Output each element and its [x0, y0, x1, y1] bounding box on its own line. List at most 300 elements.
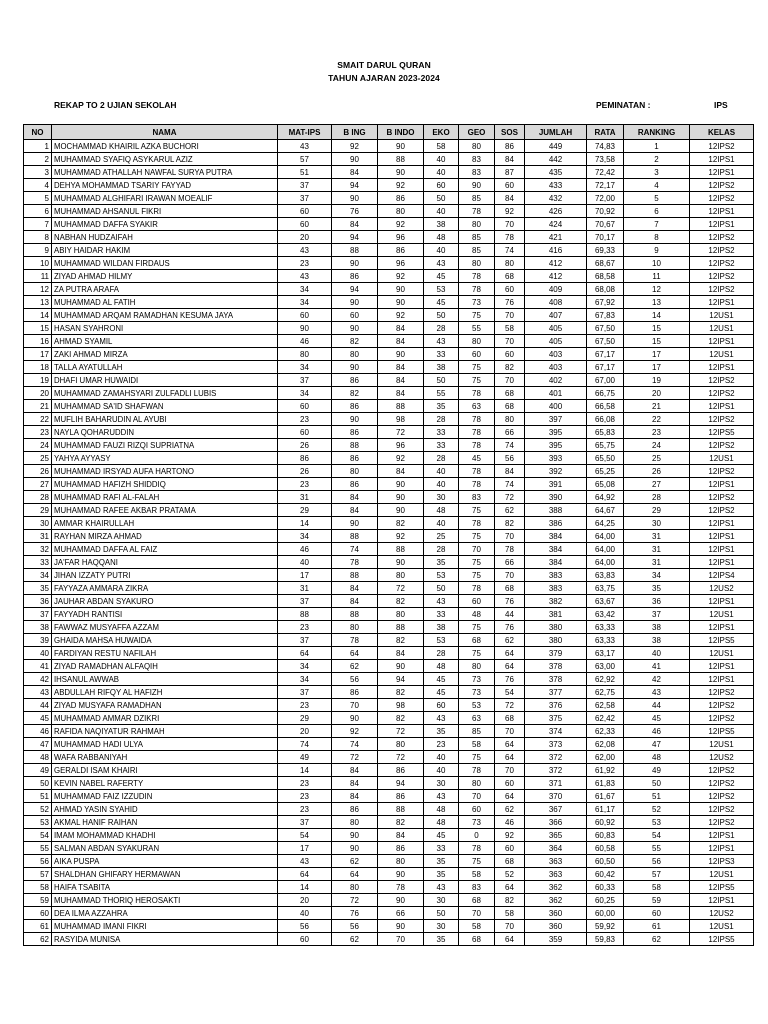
- eko-cell: 60: [424, 179, 459, 192]
- no-cell: 45: [24, 712, 52, 725]
- jumlah-cell: 393: [525, 452, 587, 465]
- rata-cell: 67,00: [587, 374, 624, 387]
- no-cell: 22: [24, 413, 52, 426]
- eko-cell: 58: [424, 140, 459, 153]
- eko-cell: 33: [424, 348, 459, 361]
- geo-cell: 78: [459, 413, 495, 426]
- kelas-cell: 12IPS1: [690, 517, 754, 530]
- rata-cell: 61,92: [587, 764, 624, 777]
- ranking-cell: 19: [624, 374, 690, 387]
- nama-cell: FAYYAZA AMMARA ZIKRA: [52, 582, 278, 595]
- ranking-cell: 58: [624, 881, 690, 894]
- b-indo-cell: 94: [378, 777, 424, 790]
- mat-ips-cell: 40: [278, 556, 332, 569]
- b-ing-cell: 86: [332, 803, 378, 816]
- no-cell: 49: [24, 764, 52, 777]
- kelas-cell: 12IPS1: [690, 335, 754, 348]
- sos-cell: 64: [495, 881, 525, 894]
- b-indo-cell: 90: [378, 660, 424, 673]
- ranking-cell: 56: [624, 855, 690, 868]
- b-ing-cell: 82: [332, 335, 378, 348]
- school-title: SMAIT DARUL QURAN: [337, 60, 431, 70]
- nama-cell: ZIYAD RAMADHAN ALFAQIH: [52, 660, 278, 673]
- no-cell: 16: [24, 335, 52, 348]
- ranking-cell: 3: [624, 166, 690, 179]
- eko-cell: 35: [424, 933, 459, 946]
- b-ing-cell: 86: [332, 374, 378, 387]
- jumlah-cell: 375: [525, 712, 587, 725]
- b-ing-cell: 84: [332, 790, 378, 803]
- ranking-cell: 36: [624, 595, 690, 608]
- b-ing-cell: 80: [332, 816, 378, 829]
- b-ing-cell: 90: [332, 413, 378, 426]
- no-cell: 59: [24, 894, 52, 907]
- nama-cell: GHAIDA MAHSA HUWAIDA: [52, 634, 278, 647]
- kelas-cell: 12IPS1: [690, 556, 754, 569]
- b-indo-cell: 82: [378, 517, 424, 530]
- geo-cell: 80: [459, 218, 495, 231]
- table-row: [24, 582, 754, 595]
- b-ing-cell: 94: [332, 179, 378, 192]
- no-cell: 23: [24, 426, 52, 439]
- table-row: [24, 933, 754, 946]
- table-row: [24, 634, 754, 647]
- rata-cell: 63,75: [587, 582, 624, 595]
- b-ing-cell: 92: [332, 725, 378, 738]
- eko-cell: 40: [424, 205, 459, 218]
- nama-cell: AHMAD SYAMIL: [52, 335, 278, 348]
- geo-cell: 75: [459, 504, 495, 517]
- kelas-cell: 12IPS2: [690, 491, 754, 504]
- nama-cell: ZIYAD AHMAD HILMY: [52, 270, 278, 283]
- jumlah-cell: 416: [525, 244, 587, 257]
- b-ing-cell: 62: [332, 660, 378, 673]
- sos-cell: 56: [495, 452, 525, 465]
- geo-cell: 85: [459, 725, 495, 738]
- eko-cell: 43: [424, 881, 459, 894]
- b-ing-cell: 90: [332, 829, 378, 842]
- mat-ips-cell: 43: [278, 140, 332, 153]
- rata-cell: 60,33: [587, 881, 624, 894]
- eko-cell: 35: [424, 725, 459, 738]
- ranking-cell: 61: [624, 920, 690, 933]
- kelas-cell: 12IPS2: [690, 179, 754, 192]
- geo-cell: 73: [459, 673, 495, 686]
- eko-cell: 48: [424, 504, 459, 517]
- b-indo-cell: 86: [378, 842, 424, 855]
- nama-cell: JIHAN IZZATY PUTRI: [52, 569, 278, 582]
- geo-cell: 85: [459, 192, 495, 205]
- b-indo-cell: 90: [378, 140, 424, 153]
- b-indo-cell: 84: [378, 361, 424, 374]
- geo-cell: 75: [459, 374, 495, 387]
- eko-cell: 43: [424, 790, 459, 803]
- rata-cell: 72,42: [587, 166, 624, 179]
- table-row: [24, 764, 754, 777]
- jumlah-cell: 405: [525, 322, 587, 335]
- no-cell: 8: [24, 231, 52, 244]
- rata-cell: 65,75: [587, 439, 624, 452]
- sos-cell: 76: [495, 621, 525, 634]
- nama-cell: ZAKI AHMAD MIRZA: [52, 348, 278, 361]
- mat-ips-cell: 20: [278, 725, 332, 738]
- rata-cell: 60,92: [587, 816, 624, 829]
- jumlah-cell: 384: [525, 556, 587, 569]
- nama-cell: WAFA RABBANIYAH: [52, 751, 278, 764]
- academic-year: TAHUN AJARAN 2023-2024: [328, 73, 440, 83]
- kelas-cell: 12IPS5: [690, 933, 754, 946]
- rata-cell: 67,50: [587, 322, 624, 335]
- ranking-cell: 55: [624, 842, 690, 855]
- b-indo-cell: 88: [378, 153, 424, 166]
- jumlah-cell: 381: [525, 608, 587, 621]
- nama-cell: ABIY HAIDAR HAKIM: [52, 244, 278, 257]
- kelas-cell: 12IPS4: [690, 569, 754, 582]
- kelas-cell: 12US1: [690, 608, 754, 621]
- b-ing-cell: 90: [332, 257, 378, 270]
- eko-cell: 45: [424, 686, 459, 699]
- eko-cell: 50: [424, 907, 459, 920]
- kelas-cell: 12IPS2: [690, 699, 754, 712]
- eko-cell: 23: [424, 738, 459, 751]
- rata-cell: 66,08: [587, 413, 624, 426]
- mat-ips-cell: 43: [278, 244, 332, 257]
- kelas-cell: 12US1: [690, 920, 754, 933]
- eko-cell: 28: [424, 647, 459, 660]
- mat-ips-cell: 20: [278, 231, 332, 244]
- b-indo-cell: 72: [378, 751, 424, 764]
- nama-cell: MUHAMMAD ARQAM RAMADHAN KESUMA JAYA: [52, 309, 278, 322]
- table-row: [24, 842, 754, 855]
- kelas-cell: 12IPS1: [690, 894, 754, 907]
- nama-cell: YAHYA AYYASY: [52, 452, 278, 465]
- table-row: [24, 855, 754, 868]
- b-indo-cell: 92: [378, 179, 424, 192]
- no-cell: 34: [24, 569, 52, 582]
- eko-cell: 30: [424, 920, 459, 933]
- no-cell: 37: [24, 608, 52, 621]
- b-ing-cell: 80: [332, 881, 378, 894]
- jumlah-cell: 372: [525, 764, 587, 777]
- eko-cell: 30: [424, 894, 459, 907]
- geo-cell: 73: [459, 296, 495, 309]
- ranking-cell: 53: [624, 816, 690, 829]
- b-indo-cell: 82: [378, 595, 424, 608]
- b-ing-cell: 90: [332, 712, 378, 725]
- jumlah-cell: 360: [525, 907, 587, 920]
- kelas-cell: 12IPS2: [690, 504, 754, 517]
- rata-cell: 68,67: [587, 257, 624, 270]
- mat-ips-cell: 20: [278, 894, 332, 907]
- kelas-cell: 12IPS2: [690, 439, 754, 452]
- no-cell: 44: [24, 699, 52, 712]
- kelas-cell: 12IPS1: [690, 218, 754, 231]
- eko-cell: 50: [424, 582, 459, 595]
- mat-ips-cell: 64: [278, 868, 332, 881]
- sos-cell: 76: [495, 296, 525, 309]
- peminatan-label: PEMINATAN :: [596, 100, 651, 110]
- nama-cell: MUHAMMAD HAFIZH SHIDDIQ: [52, 478, 278, 491]
- table-row: [24, 296, 754, 309]
- eko-cell: 53: [424, 569, 459, 582]
- no-cell: 40: [24, 647, 52, 660]
- eko-cell: 50: [424, 192, 459, 205]
- header-ranking: RANKING: [624, 125, 690, 140]
- b-indo-cell: 80: [378, 569, 424, 582]
- nama-cell: MUHAMMAD RAFI AL-FALAH: [52, 491, 278, 504]
- no-cell: 25: [24, 452, 52, 465]
- table-row: [24, 400, 754, 413]
- nama-cell: MUHAMMAD AL FATIH: [52, 296, 278, 309]
- b-indo-cell: 92: [378, 309, 424, 322]
- ranking-cell: 25: [624, 452, 690, 465]
- sos-cell: 70: [495, 374, 525, 387]
- rata-cell: 68,08: [587, 283, 624, 296]
- b-ing-cell: 82: [332, 387, 378, 400]
- eko-cell: 35: [424, 855, 459, 868]
- sos-cell: 68: [495, 855, 525, 868]
- rata-cell: 65,25: [587, 465, 624, 478]
- ranking-cell: 26: [624, 465, 690, 478]
- b-indo-cell: 90: [378, 894, 424, 907]
- eko-cell: 28: [424, 452, 459, 465]
- kelas-cell: 12US2: [690, 907, 754, 920]
- geo-cell: 78: [459, 283, 495, 296]
- mat-ips-cell: 86: [278, 452, 332, 465]
- header-eko: EKO: [424, 125, 459, 140]
- mat-ips-cell: 29: [278, 504, 332, 517]
- mat-ips-cell: 37: [278, 374, 332, 387]
- rata-cell: 60,25: [587, 894, 624, 907]
- mat-ips-cell: 46: [278, 543, 332, 556]
- jumlah-cell: 407: [525, 309, 587, 322]
- header-sos: SOS: [495, 125, 525, 140]
- table-row: [24, 244, 754, 257]
- sos-cell: 64: [495, 790, 525, 803]
- b-indo-cell: 98: [378, 413, 424, 426]
- ranking-cell: 31: [624, 556, 690, 569]
- b-ing-cell: 84: [332, 504, 378, 517]
- geo-cell: 75: [459, 309, 495, 322]
- rata-cell: 66,58: [587, 400, 624, 413]
- mat-ips-cell: 34: [278, 283, 332, 296]
- no-cell: 48: [24, 751, 52, 764]
- no-cell: 28: [24, 491, 52, 504]
- rata-cell: 60,83: [587, 829, 624, 842]
- ranking-cell: 1: [624, 140, 690, 153]
- ranking-cell: 44: [624, 699, 690, 712]
- no-cell: 58: [24, 881, 52, 894]
- eko-cell: 45: [424, 673, 459, 686]
- header-kelas: KELAS: [690, 125, 754, 140]
- rata-cell: 65,83: [587, 426, 624, 439]
- b-ing-cell: 88: [332, 244, 378, 257]
- no-cell: 5: [24, 192, 52, 205]
- no-cell: 50: [24, 777, 52, 790]
- table-row: [24, 894, 754, 907]
- eko-cell: 60: [424, 699, 459, 712]
- sos-cell: 78: [495, 231, 525, 244]
- sos-cell: 46: [495, 816, 525, 829]
- jumlah-cell: 360: [525, 920, 587, 933]
- rata-cell: 62,42: [587, 712, 624, 725]
- eko-cell: 43: [424, 335, 459, 348]
- table-row: [24, 517, 754, 530]
- jumlah-cell: 378: [525, 660, 587, 673]
- nama-cell: MUFLIH BAHARUDIN AL AYUBI: [52, 413, 278, 426]
- mat-ips-cell: 23: [278, 478, 332, 491]
- kelas-cell: 12US2: [690, 751, 754, 764]
- no-cell: 6: [24, 205, 52, 218]
- mat-ips-cell: 37: [278, 192, 332, 205]
- jumlah-cell: 380: [525, 634, 587, 647]
- ranking-cell: 15: [624, 335, 690, 348]
- b-indo-cell: 80: [378, 205, 424, 218]
- ranking-cell: 27: [624, 478, 690, 491]
- table-row: [24, 192, 754, 205]
- ranking-cell: 60: [624, 907, 690, 920]
- mat-ips-cell: 64: [278, 647, 332, 660]
- b-ing-cell: 78: [332, 634, 378, 647]
- mat-ips-cell: 60: [278, 933, 332, 946]
- b-ing-cell: 76: [332, 205, 378, 218]
- no-cell: 15: [24, 322, 52, 335]
- b-ing-cell: 86: [332, 452, 378, 465]
- jumlah-cell: 442: [525, 153, 587, 166]
- mat-ips-cell: 37: [278, 634, 332, 647]
- jumlah-cell: 397: [525, 413, 587, 426]
- header-mat-ips: MAT-IPS: [278, 125, 332, 140]
- no-cell: 19: [24, 374, 52, 387]
- kelas-cell: 12IPS1: [690, 543, 754, 556]
- b-indo-cell: 92: [378, 218, 424, 231]
- table-row: [24, 140, 754, 153]
- table-row: [24, 920, 754, 933]
- jumlah-cell: 412: [525, 270, 587, 283]
- sos-cell: 84: [495, 153, 525, 166]
- mat-ips-cell: 23: [278, 413, 332, 426]
- jumlah-cell: 362: [525, 894, 587, 907]
- mat-ips-cell: 14: [278, 517, 332, 530]
- rata-cell: 65,08: [587, 478, 624, 491]
- nama-cell: MUHAMMAD SYAFIQ ASYKARUL AZIZ: [52, 153, 278, 166]
- nama-cell: GERALDI ISAM KHAIRI: [52, 764, 278, 777]
- kelas-cell: 12IPS2: [690, 777, 754, 790]
- eko-cell: 35: [424, 868, 459, 881]
- mat-ips-cell: 26: [278, 465, 332, 478]
- peminatan-value: IPS: [714, 100, 728, 110]
- eko-cell: 53: [424, 283, 459, 296]
- no-cell: 11: [24, 270, 52, 283]
- rata-cell: 63,33: [587, 634, 624, 647]
- table-row: [24, 270, 754, 283]
- kelas-cell: 12IPS1: [690, 829, 754, 842]
- kelas-cell: 12IPS2: [690, 686, 754, 699]
- b-ing-cell: 84: [332, 166, 378, 179]
- b-ing-cell: 88: [332, 569, 378, 582]
- table-row: [24, 595, 754, 608]
- rata-cell: 67,17: [587, 361, 624, 374]
- jumlah-cell: 363: [525, 868, 587, 881]
- eko-cell: 40: [424, 478, 459, 491]
- sos-cell: 78: [495, 543, 525, 556]
- nama-cell: MUHAMMAD HADI ULYA: [52, 738, 278, 751]
- eko-cell: 40: [424, 153, 459, 166]
- no-cell: 53: [24, 816, 52, 829]
- geo-cell: 48: [459, 608, 495, 621]
- kelas-cell: 12US1: [690, 647, 754, 660]
- ranking-cell: 54: [624, 829, 690, 842]
- geo-cell: 83: [459, 491, 495, 504]
- table-row: [24, 556, 754, 569]
- mat-ips-cell: 74: [278, 738, 332, 751]
- b-ing-cell: 90: [332, 842, 378, 855]
- geo-cell: 58: [459, 868, 495, 881]
- sos-cell: 92: [495, 205, 525, 218]
- table-row: [24, 153, 754, 166]
- b-ing-cell: 76: [332, 907, 378, 920]
- b-ing-cell: 56: [332, 673, 378, 686]
- b-indo-cell: 86: [378, 192, 424, 205]
- geo-cell: 78: [459, 764, 495, 777]
- mat-ips-cell: 60: [278, 426, 332, 439]
- nama-cell: SHALDHAN GHIFARY HERMAWAN: [52, 868, 278, 881]
- kelas-cell: 12IPS2: [690, 283, 754, 296]
- sos-cell: 92: [495, 829, 525, 842]
- rata-cell: 64,00: [587, 530, 624, 543]
- header-jumlah: JUMLAH: [525, 125, 587, 140]
- b-ing-cell: 88: [332, 530, 378, 543]
- no-cell: 27: [24, 478, 52, 491]
- ranking-cell: 7: [624, 218, 690, 231]
- no-cell: 9: [24, 244, 52, 257]
- no-cell: 32: [24, 543, 52, 556]
- jumlah-cell: 388: [525, 504, 587, 517]
- nama-cell: RASYIDA MUNISA: [52, 933, 278, 946]
- kelas-cell: 12IPS2: [690, 790, 754, 803]
- nama-cell: JA'FAR HAQQANI: [52, 556, 278, 569]
- table-row: [24, 257, 754, 270]
- mat-ips-cell: 88: [278, 608, 332, 621]
- jumlah-cell: 391: [525, 478, 587, 491]
- kelas-cell: 12IPS1: [690, 478, 754, 491]
- kelas-cell: 12IPS5: [690, 634, 754, 647]
- jumlah-cell: 432: [525, 192, 587, 205]
- ranking-cell: 43: [624, 686, 690, 699]
- nama-cell: ABDULLAH RIFQY AL HAFIZH: [52, 686, 278, 699]
- table-row: [24, 179, 754, 192]
- mat-ips-cell: 14: [278, 764, 332, 777]
- mat-ips-cell: 51: [278, 166, 332, 179]
- b-indo-cell: 88: [378, 543, 424, 556]
- eko-cell: 25: [424, 530, 459, 543]
- table-row: [24, 569, 754, 582]
- ranking-cell: 8: [624, 231, 690, 244]
- geo-cell: 63: [459, 400, 495, 413]
- kelas-cell: 12IPS1: [690, 621, 754, 634]
- sos-cell: 86: [495, 140, 525, 153]
- eko-cell: 45: [424, 296, 459, 309]
- b-indo-cell: 84: [378, 387, 424, 400]
- no-cell: 52: [24, 803, 52, 816]
- table-row: [24, 426, 754, 439]
- b-ing-cell: 92: [332, 140, 378, 153]
- eko-cell: 28: [424, 322, 459, 335]
- b-indo-cell: 84: [378, 374, 424, 387]
- sos-cell: 70: [495, 335, 525, 348]
- sos-cell: 52: [495, 868, 525, 881]
- no-cell: 38: [24, 621, 52, 634]
